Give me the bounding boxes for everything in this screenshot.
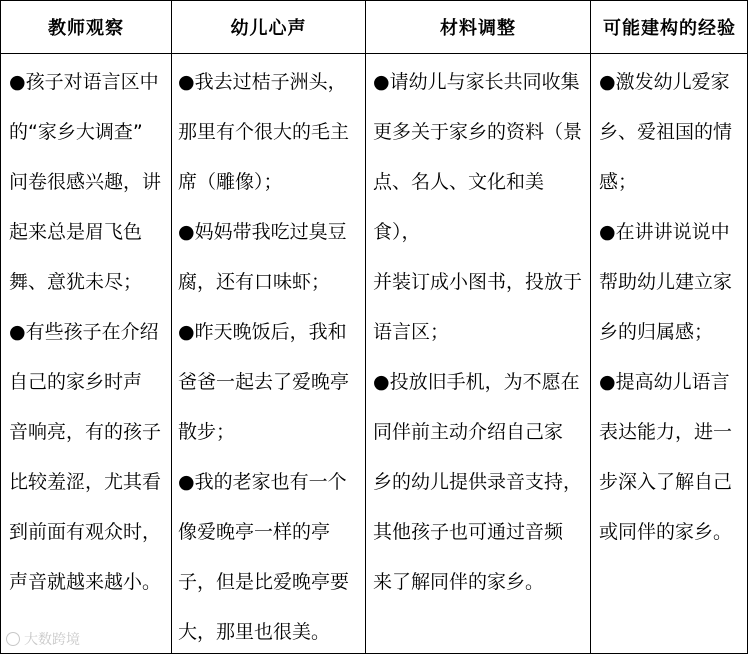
circle-logo-icon — [6, 632, 20, 646]
text-line: ●昨天晚饭后，我和 — [178, 307, 364, 357]
text-line: 到前面有观众时， — [9, 507, 169, 557]
text-line: 步深入了解自己 — [599, 457, 747, 507]
text-line: 更多关于家乡的资料（景 — [373, 107, 589, 157]
text-line: 或同伴的家乡。 — [599, 507, 747, 557]
text-line: 大，那里也很美。 — [178, 607, 364, 657]
text-line: 散步； — [178, 407, 364, 457]
column-divider — [590, 1, 591, 653]
text-line: ●妈妈带我吃过臭豆 — [178, 207, 364, 257]
cell-possible-experience — [599, 57, 747, 557]
text-line: 音响亮，有的孩子 — [9, 407, 169, 457]
header-possible-experience: 可能建构的经验 — [591, 1, 748, 53]
text-line: ●激发幼儿爱家 — [599, 57, 747, 107]
text-line: 舞、意犹未尽； — [9, 257, 169, 307]
text-line: ●我去过桔子洲头， — [178, 57, 364, 107]
header-material-adjustment: 材料调整 — [366, 1, 590, 53]
header-divider — [1, 53, 747, 54]
text-line: 其他孩子也可通过音频 — [373, 507, 589, 557]
text-line: 席（雕像）； — [178, 157, 364, 207]
text-line: 起来总是眉飞色 — [9, 207, 169, 257]
text-line: ●孩子对语言区中 — [9, 57, 169, 107]
text-line: ●提高幼儿语言 — [599, 357, 747, 407]
text-line: 腐，还有口味虾； — [178, 257, 364, 307]
text-line: 乡、爱祖国的情 — [599, 107, 747, 157]
text-line: 像爱晚亭一样的亭 — [178, 507, 364, 557]
header-teacher-observation: 教师观察 — [1, 1, 171, 53]
text-line: 同伴前主动介绍自己家 — [373, 407, 589, 457]
cell-material-adjustment — [373, 57, 589, 607]
cell-teacher-observation — [9, 57, 169, 607]
text-line: 爸爸一起去了爱晚亭 — [178, 357, 364, 407]
text-line: 自己的家乡时声 — [9, 357, 169, 407]
watermark — [6, 629, 80, 649]
text-line: ●我的老家也有一个 — [178, 457, 364, 507]
text-line: 声音就越来越小。 — [9, 557, 169, 607]
text-line: 来了解同伴的家乡。 — [373, 557, 589, 607]
text-line: 感； — [599, 157, 747, 207]
text-line: 语言区； — [373, 307, 589, 357]
text-line: 点、名人、文化和美食）， — [373, 157, 589, 257]
text-line: 表达能力，进一 — [599, 407, 747, 457]
text-line: 那里有个很大的毛主 — [178, 107, 364, 157]
text-line: 的“家乡大调查” — [9, 107, 169, 157]
text-line: ●有些孩子在介绍 — [9, 307, 169, 357]
text-line: 问卷很感兴趣，讲 — [9, 157, 169, 207]
cell-child-voice — [178, 57, 364, 657]
text-line: 帮助幼儿建立家 — [599, 257, 747, 307]
text-line: 并装订成小图书，投放于 — [373, 257, 589, 307]
column-divider — [171, 1, 172, 653]
header-child-voice: 幼儿心声 — [172, 1, 365, 53]
text-line: 乡的幼儿提供录音支持， — [373, 457, 589, 507]
text-line: 比较羞涩，尤其看 — [9, 457, 169, 507]
text-line: 子，但是比爱晚亭要 — [178, 557, 364, 607]
text-line: 乡的归属感； — [599, 307, 747, 357]
text-line: ●请幼儿与家长共同收集 — [373, 57, 589, 107]
text-line: ●投放旧手机，为不愿在 — [373, 357, 589, 407]
column-divider — [365, 1, 366, 653]
watermark-text: 大数跨境 — [24, 629, 80, 649]
text-line: ●在讲讲说说中 — [599, 207, 747, 257]
